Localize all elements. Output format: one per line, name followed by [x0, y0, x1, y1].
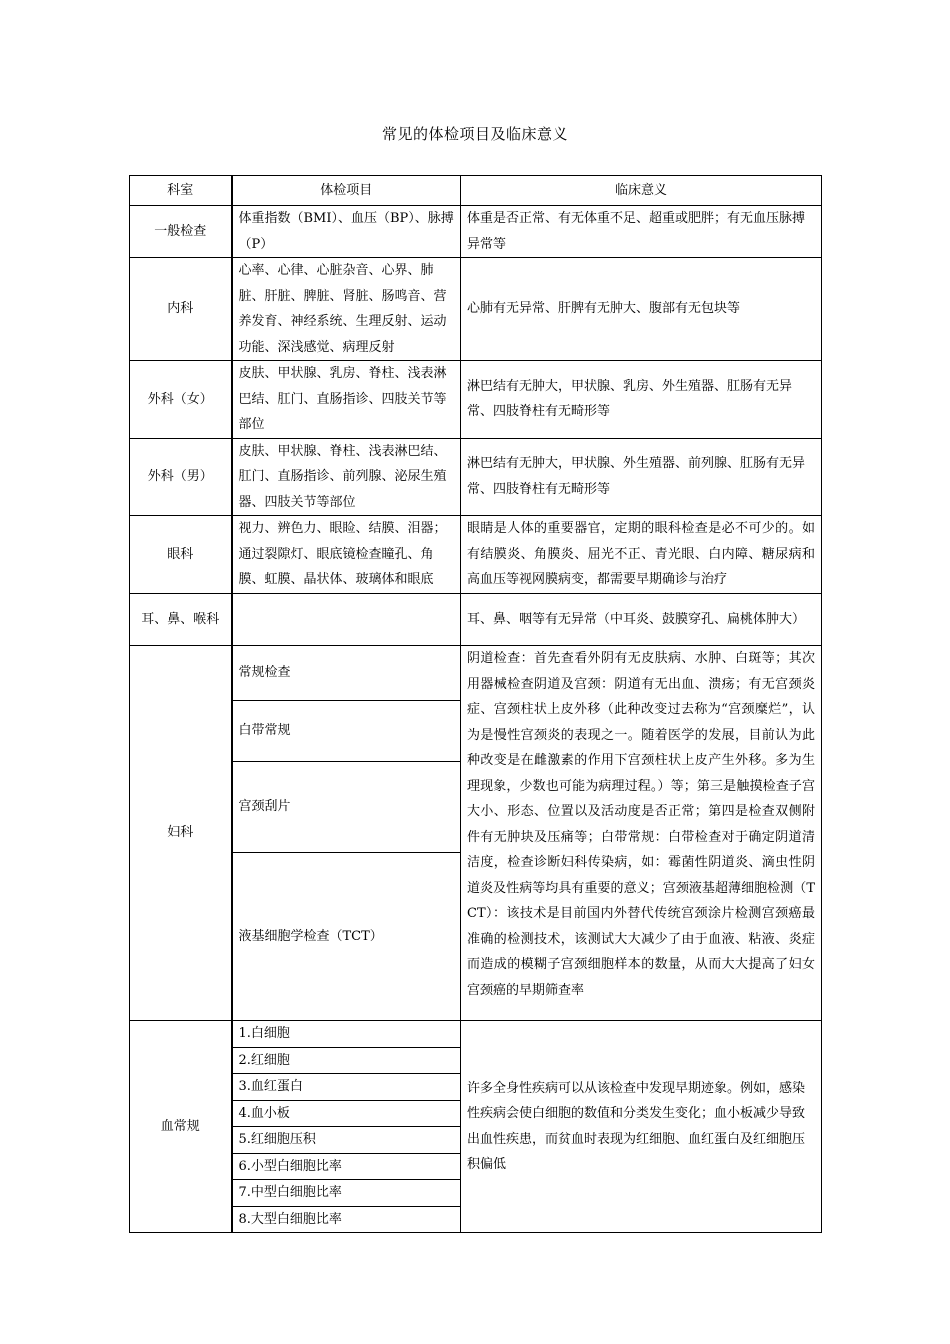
table-row-blood: [130, 1021, 822, 1048]
dept-cell: 外科（男）: [130, 438, 232, 516]
blood-item: 5.红细胞压积: [232, 1127, 461, 1154]
blood-item: 7.中型白细胞比率: [232, 1180, 461, 1207]
gyn-item: 常规检查: [232, 646, 461, 701]
table-row: [130, 258, 822, 361]
header-dept: 科室: [130, 176, 232, 206]
items-cell: 体重指数（BMI）、血压（BP）、脉搏（P）: [232, 206, 461, 258]
table-row: [130, 516, 822, 594]
items-cell: 皮肤、甲状腺、脊柱、浅表淋巴结、肛门、直肠指诊、前列腺、泌尿生殖器、四肢关节等部位: [232, 438, 461, 516]
blood-item: 2.红细胞: [232, 1047, 461, 1074]
blood-item: 8.大型白细胞比率: [232, 1206, 461, 1233]
items-cell: 心率、心律、心脏杂音、心界、肺脏、肝脏、脾脏、肾脏、肠鸣音、营养发育、神经系统、生理反射、运动功能、深浅感觉、病理反射: [232, 258, 461, 361]
items-cell: 视力、辨色力、眼睑、结膜、泪器；通过裂隙灯、眼底镜检查瞳孔、角膜、虹膜、晶状体、玻璃体和眼底: [232, 516, 461, 594]
dept-cell: 眼科: [130, 516, 232, 594]
meaning-cell: 心肺有无异常、肝脾有无肿大、腹部有无包块等: [461, 258, 822, 361]
page-title: 常见的体检项目及临床意义: [381, 125, 568, 143]
dept-cell: 一般检查: [130, 206, 232, 258]
header-meaning: 临床意义: [461, 176, 822, 206]
blood-item: 4.血小板: [232, 1100, 461, 1127]
meaning-cell: 淋巴结有无肿大，甲状腺、乳房、外生殖器、肛肠有无异常、四肢脊柱有无畸形等: [461, 361, 822, 439]
dept-cell: 耳、鼻、喉科: [130, 594, 232, 646]
meaning-cell: 耳、鼻、咽等有无异常（中耳炎、鼓膜穿孔、扁桃体肿大）: [461, 594, 822, 646]
gyn-item: 宫颈刮片: [232, 762, 461, 853]
meaning-cell: 阴道检查：首先查看外阴有无皮肤病、水肿、白斑等；其次用器械检查阴道及宫颈：阴道有无出血、溃疡；有无宫颈炎症、宫颈柱状上皮外移（此种改变过去称为“宫颈糜烂”，认为是慢性宫颈炎的表现之一。随着医学的发展，目前认为此种改变是在雌激素的作用下宫颈柱状上皮产生外移。多为生理现象，少数也可能为病理过程。）等；第三是触摸检查子宫大小、形态、位置以及活动度是否正常；第四是检查双侧附件有无肿块及压痛等；白带常规：白带检查对于确定阴道清洁度，检查诊断妇科传染病，如：霉菌性阴道炎、滴虫性阴道炎及性病等均具有重要的意义；宫颈液基超薄细胞检测（TCT）：该技术是目前国内外替代传统宫颈涂片检测宫颈癌最准确的检测技术，该测试大大减少了由于血液、粘液、炎症而造成的模糊子宫颈细胞样本的数量，从而大大提高了妇女宫颈癌的早期筛查率: [461, 646, 822, 1021]
table-row: [130, 438, 822, 516]
dept-cell: 妇科: [130, 646, 232, 1021]
dept-cell: 内科: [130, 258, 232, 361]
gyn-item: 液基细胞学检查（TCT）: [232, 853, 461, 1021]
table-header-row: [130, 176, 822, 206]
meaning-cell: 淋巴结有无肿大，甲状腺、外生殖器、前列腺、肛肠有无异常、四肢脊柱有无畸形等: [461, 438, 822, 516]
gyn-item: 白带常规: [232, 701, 461, 762]
exam-table: [129, 175, 822, 1233]
blood-item: 1.白细胞: [232, 1021, 461, 1048]
table-row: [130, 594, 822, 646]
blood-item: 3.血红蛋白: [232, 1074, 461, 1101]
meaning-cell: 体重是否正常、有无体重不足、超重或肥胖；有无血压脉搏异常等: [461, 206, 822, 258]
items-cell: 皮肤、甲状腺、乳房、脊柱、浅表淋巴结、肛门、直肠指诊、四肢关节等部位: [232, 361, 461, 439]
blood-item: 6.小型白细胞比率: [232, 1153, 461, 1180]
meaning-cell: 许多全身性疾病可以从该检查中发现早期迹象。例如，感染性疾病会使白细胞的数值和分类发生变化；血小板减少导致出血性疾患，而贫血时表现为红细胞、血红蛋白及红细胞压积偏低: [461, 1021, 822, 1233]
table-row-gyn: [130, 646, 822, 701]
meaning-cell: 眼睛是人体的重要器官，定期的眼科检查是必不可少的。如有结膜炎、角膜炎、屈光不正、青光眼、白内障、糖尿病和高血压等视网膜病变，都需要早期确诊与治疗: [461, 516, 822, 594]
dept-cell: 外科（女）: [130, 361, 232, 439]
table-row: [130, 361, 822, 439]
table-row: [130, 206, 822, 258]
header-items: 体检项目: [232, 176, 461, 206]
items-cell: [232, 594, 461, 646]
dept-cell: 血常规: [130, 1021, 232, 1233]
